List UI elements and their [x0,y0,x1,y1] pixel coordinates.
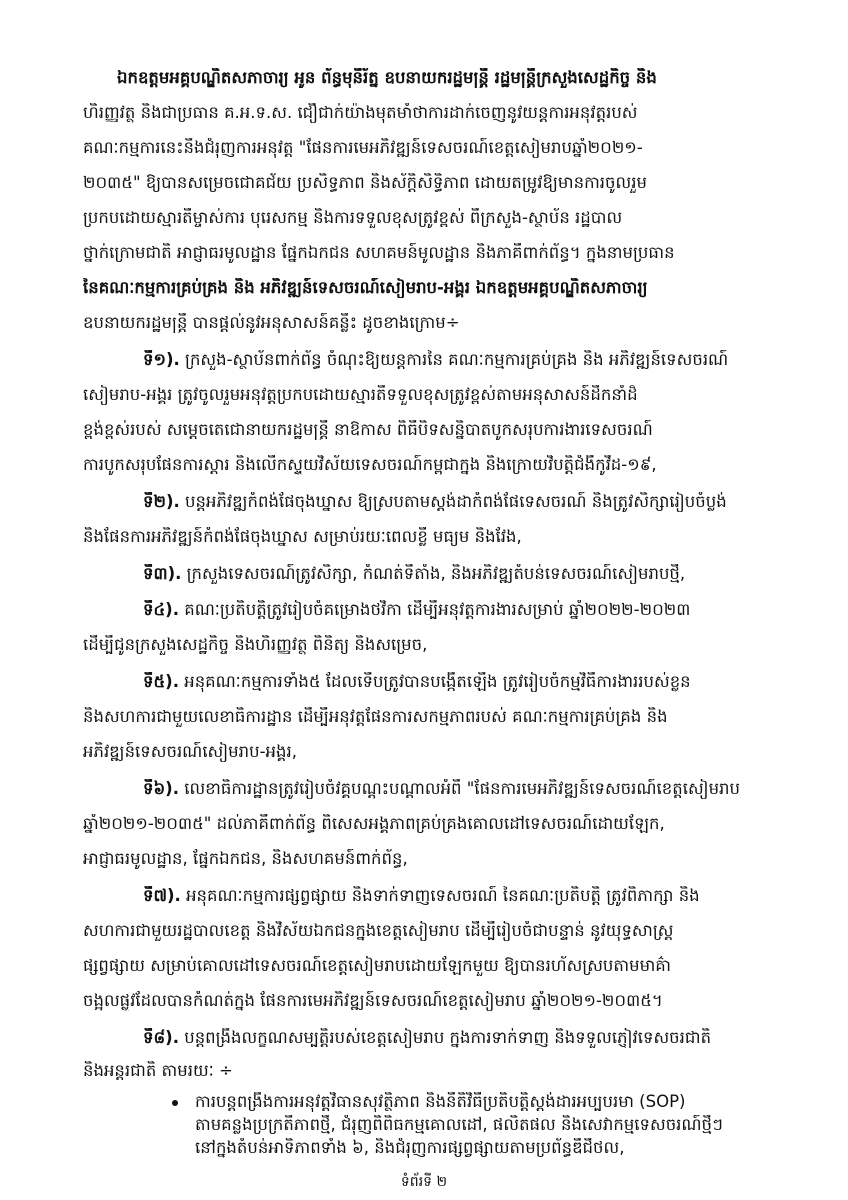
point-1-line-1 [143,350,758,370]
point-5-line-3: អភិវឌ្ឍន៍ទេសចរណ៍សៀមរាប-អង្គរ, [83,742,297,761]
point-2-line-2: និងផែនការអភិវឌ្ឍន៍កំពង់ផែចុងឃ្នាស សម្រាប់រយៈពេលខ្លី មធ្យម និងវែង, [83,527,522,546]
point-1-line-3: ខ្ពង់ខ្ពស់របស់ សម្តេចតេជោនាយករដ្ឋមន្ត្រី នាឱកាស ពិធីបិទសន្និបាតបូកសរុបការងារទេសចរណ៍ [83,420,653,439]
intro-line-4: ២០៣៥" ឱ្យបានសម្រេចជោគជ័យ ប្រសិទ្ធភាព និងស័ក្តិសិទ្ធិភាព ដោយតម្រូវឱ្យមានការចូលរួម [83,173,647,192]
intro-line-6: ថ្នាក់ក្រោមជាតិ អាជ្ញាធរមូលដ្ឋាន ផ្នែកឯកជន សហគមន៍មូលដ្ឋាន និងភាគីពាក់ព័ន្ធ។ ក្នុងនាមប្រធាន [83,243,675,262]
point-1-text: ក្រសួង-ស្ថាប័នពាក់ព័ន្ធ ចំណុះឱ្យយន្តការនៃ គណៈកម្មការគ្រប់គ្រង និង អភិវឌ្ឍន៍ទេសចរណ៍ [185,350,729,369]
point-1-label: ទី១). [143,350,180,369]
intro-line-8: ឧបនាយករដ្ឋមន្ត្រី បានផ្តល់នូវអនុសាសន៍គន្លឹះ ដូចខាងក្រោម÷ [83,313,460,332]
page-number: ទំព័រទី ២ [400,1174,448,1190]
point-3-line-1 [143,564,758,584]
point-6-line-1 [143,779,758,799]
point-8-line-1 [143,1028,758,1048]
intro-line-5: ប្រកបដោយស្មារតីម្ចាស់ការ បុរេសកម្ម និងការទទួលខុសត្រូវខ្ពស់ ពីក្រសួង-ស្ថាប័ន រដ្ឋបាល [83,208,623,227]
point-7-line-2: សហការជាមួយរដ្ឋបាលខេត្ត និងវិស័យឯកជនក្នុងខេត្តសៀមរាប ដើម្បីរៀបចំជាបន្ទាន់ នូវយុទ្ធសាស្ត្រ [83,921,674,940]
point-5-label: ទី៥). [143,672,179,691]
point-6-label: ទី៦). [143,779,179,798]
bullet-line-3: នៅក្នុងតំបន់អាទិភាពទាំង ៦, និងជំរុញការផ្សព្វផ្សាយតាមប្រព័ន្ធឌីជីថល, [195,1138,625,1157]
point-5-line-2: និងសហការជាមួយលេខាធិការដ្ឋាន ដើម្បីអនុវត្តផែនការសកម្មភាពរបស់ គណៈកម្មការគ្រប់គ្រង និង [83,707,668,726]
point-7-line-3: ផ្សព្វផ្សាយ សម្រាប់គោលដៅទេសចរណ៍ខេត្តសៀមរាបដោយឡែកមួយ ឱ្យបានរហ័សស្របតាមមាគ៌ា [83,956,671,975]
point-2-line-1 [143,492,758,512]
point-1-line-2: សៀមរាប-អង្គរ ត្រូវចូលរួមអនុវត្តប្រកបដោយស្មារតីទទួលខុសត្រូវខ្ពស់តាមអនុសាសន៍ដឹកនាំដ៏ [83,385,638,404]
point-7-text: អនុគណៈកម្មការផ្សព្វផ្សាយ និងទាក់ទាញទេសចរណ៍ នៃគណៈប្រតិបត្តិ ត្រូវពិភាក្សា និង [186,886,700,905]
intro-line-7: នៃគណៈកម្មការគ្រប់គ្រង និង អភិវឌ្ឍន៍ទេសចរណ៍សៀមរាប-អង្គរ ឯកឧត្តមអគ្គបណ្ឌិតសភាចារ្យ [83,278,648,297]
point-4-line-2: ដើម្បីជូនក្រសួងសេដ្ឋកិច្ច និងហិរញ្ញវត្ថុ ពិនិត្យ និងសម្រេច, [83,635,428,654]
point-5-line-1 [143,672,758,692]
point-6-text: លេខាធិការដ្ឋានត្រូវរៀបចំវគ្គបណ្តុះបណ្តាលអំពី "ផែនការមេអភិវឌ្ឍន៍ទេសចរណ៍ខេត្តសៀមរាប [184,779,740,798]
point-6-line-3: អាជ្ញាធរមូលដ្ឋាន, ផ្នែកឯកជន, និងសហគមន៍ពាក់ព័ន្ធ, [83,849,408,868]
point-7-line-1 [143,886,758,906]
point-6-line-2: ឆ្នាំ២០២១-២០៣៥" ដល់ភាគីពាក់ព័ន្ធ ពិសេសអង្គភាពគ្រប់គ្រងគោលដៅទេសចរណ៍ដោយឡែក, [83,814,665,833]
point-4-label: ទី៤). [143,600,179,619]
point-7-label: ទី៧). [143,886,181,905]
point-4-text: គណៈប្រតិបត្តិត្រូវរៀបចំគម្រោងថវិកា ដើម្បីអនុវត្តការងារសម្រាប់ ឆ្នាំ២០២២-២០២៣ [184,600,691,619]
point-5-text: អនុគណៈកម្មការទាំង៥ ដែលទើបត្រូវបានបង្កើតឡើង ត្រូវរៀបចំកម្មវិធីការងាររបស់ខ្លួន [184,672,691,691]
intro-line-2: ហិរញ្ញវត្ថុ និងជាប្រធាន គ.អ.ទ.ស. ជឿជាក់យ៉ាងមុតមាំថាការដាក់ចេញនូវយន្តការអនុវត្តរបស់ [83,103,638,122]
bullet-line-1: ការបន្តពង្រឹងការអនុវត្តវិធានសុវត្ថិភាព និងនីតិវិធីប្រតិបត្តិស្តង់ដារអប្បបរមា (SOP) [195,1092,686,1111]
point-3-text: ក្រសួងទេសចរណ៍ត្រូវសិក្សា, កំណត់ទីតាំង, និងអភិវឌ្ឍតំបន់ទេសចរណ៍សៀមរាបថ្មី, [186,564,686,583]
point-2-label: ទី២). [143,492,180,511]
point-4-line-1 [143,600,758,620]
point-7-line-4: ចង្អុលផ្លូវដែលបានកំណត់ក្នុង ផែនការមេអភិវឌ្ឍន៍ទេសចរណ៍ខេត្តសៀមរាប ឆ្នាំ២០២១-២០៣៥។ [83,991,663,1010]
point-1-line-4: ការបូកសរុបផែនការស្តារ និងលើកស្ទួយវិស័យទេសចរណ៍កម្ពុជាក្នុង និងក្រោយវិបត្តិជំងឺកូវីដ-១៩, [83,455,657,474]
point-3-label: ទី៣). [143,564,182,583]
bullet-dot [172,1100,178,1106]
intro-line-3: គណៈកម្មការនេះនឹងជំរុញការអនុវត្ត "ផែនការមេអភិវឌ្ឍន៍ទេសចរណ៍ខេត្តសៀមរាបឆ្នាំ២០២១- [83,138,643,157]
point-8-label: ទី៨). [143,1028,179,1047]
bullet-line-2: តាមគន្លងប្រក្រតីភាពថ្មី, ជំរុញពិពិធកម្មគោលដៅ, ផលិតផល និងសេវាកម្មទេសចរណ៍ថ្មីៗ [195,1115,723,1134]
point-8-line-2: និងអន្តរជាតិ តាមរយៈ ÷ [83,1061,233,1080]
point-2-text: បន្តអភិវឌ្ឍកំពង់ផែចុងឃ្នាស ឱ្យស្របតាមស្តង់ដាកំពង់ផែទេសចរណ៍ និងត្រូវសិក្សារៀបចំប្លង់ [185,492,727,511]
point-8-text: បន្តពង្រឹងលក្ខណសម្បត្តិរបស់ខេត្តសៀមរាប ក្នុងការទាក់ទាញ និងទទួលភ្ញៀវទេសចរជាតិ [184,1028,712,1047]
intro-line-1: ឯកឧត្តមអគ្គបណ្ឌិតសភាចារ្យ អូន ព័ន្ធមុនីរ័ត្ន ឧបនាយករដ្ឋមន្ត្រី រដ្ឋមន្ត្រីក្រសួងសេដ្ឋកិច្ច និង [117,68,657,87]
